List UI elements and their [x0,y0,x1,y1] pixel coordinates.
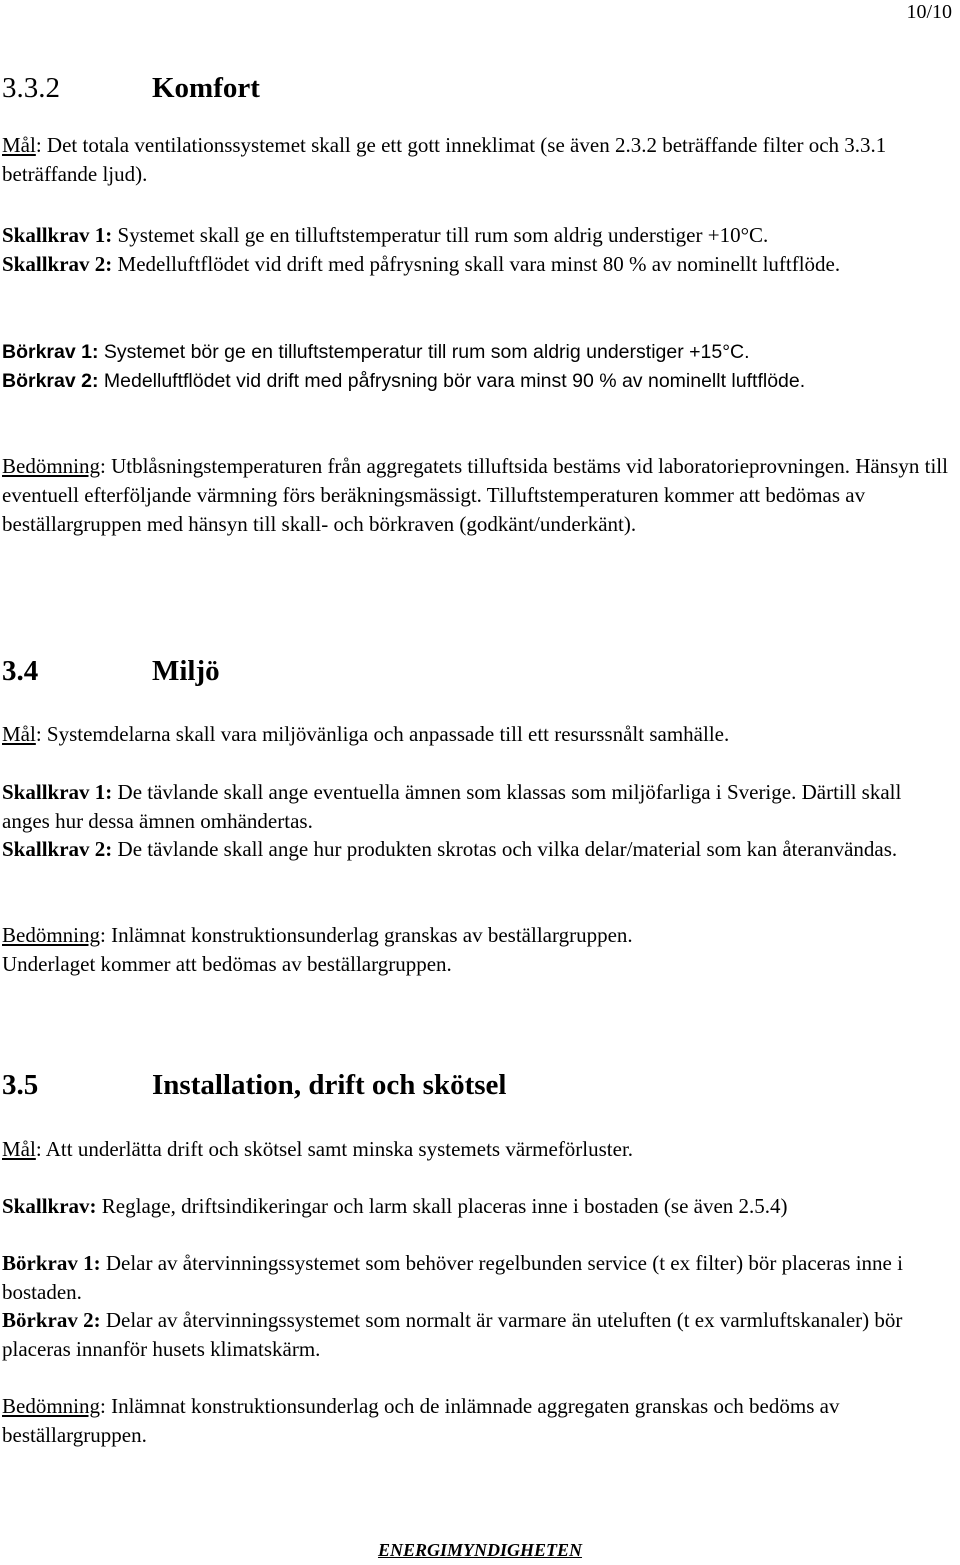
bedomning-text: : Inlämnat konstruktionsunderlag granskas av beställargruppen. [100,923,633,947]
footer-organization: ENERGIMYNDIGHETEN [377,1540,583,1560]
section-heading-installation [2,1069,506,1102]
borkrav-1-text: Systemet bör ge en tilluftstemperatur till rum som aldrig understiger +15°C. [98,341,750,363]
bedomning-label: Bedömning [2,923,100,947]
komfort-borkrav-2 [2,367,952,396]
section-number: 3.3.2 [2,72,60,104]
installation-borkrav-2 [2,1306,952,1364]
installation-skallkrav [2,1192,952,1221]
borkrav-2-text: Medelluftflödet vid drift med påfrysning bör vara minst 90 % av nominellt luftflöde. [98,370,806,392]
bedomning-label: Bedömning [2,454,100,478]
installation-borkrav-1 [2,1249,952,1307]
installation-mal-paragraph [2,1135,952,1164]
borkrav-2-text: Delar av återvinningssystemet som normalt är varmare än uteluften (t ex varmluftskanaler) bör placeras innanför husets klimatskärm. [2,1308,903,1361]
skallkrav-2-label: Skallkrav 2: [2,837,113,861]
section-title: Installation, drift och skötsel [152,1069,507,1101]
mal-text: : Det totala ventilationssystemet skall ge ett gott inneklimat (se även 2.3.2 beträffande filter och 3.3.1 beträffande ljud). [2,133,887,186]
bedomning-text: : Utblåsningstemperaturen från aggregatets tilluftsida bestäms vid laboratorieprovningen. Hänsyn till eventuell efterföljande värmning förs beräkningsmässigt. Tilluftstemperaturen kommer att bedömas av beställargruppen med hänsyn till skall- och börkraven (godkänt/underkänt). [2,454,948,536]
komfort-borkrav-1 [2,338,952,367]
section-number: 3.5 [2,1069,39,1101]
borkrav-1-label: Börkrav 1: [2,341,99,363]
mal-label: Mål [2,722,36,746]
bedomning-label: Bedömning [2,1394,100,1418]
section-number: 3.4 [2,655,39,687]
installation-bedomning [2,1392,952,1450]
borkrav-2-label: Börkrav 2: [2,370,99,392]
komfort-skallkrav-1 [2,221,952,250]
mal-label: Mål [2,1137,36,1161]
skallkrav-label: Skallkrav: [2,1194,97,1218]
miljo-skallkrav-2 [2,835,952,864]
skallkrav-1-text: De tävlande skall ange eventuella ämnen som klassas som miljöfarliga i Sverige. Därtill skall anges hur dessa ämnen omhändertas. [2,780,902,833]
skallkrav-2-text: De tävlande skall ange hur produkten skrotas och vilka delar/material som kan återanvändas. [112,837,898,861]
skallkrav-1-label: Skallkrav 1: [2,223,113,247]
skallkrav-1-text: Systemet skall ge en tilluftstemperatur till rum som aldrig understiger +10°C. [112,223,769,247]
skallkrav-text: Reglage, driftsindikeringar och larm skall placeras inne i bostaden (se även 2.5.4) [96,1194,788,1218]
komfort-bedomning [2,452,952,539]
section-heading-miljo [2,655,220,688]
page-number: 10/10 [906,1,952,23]
bedomning-text-2: Underlaget kommer att bedömas av beställargruppen. [2,952,452,976]
skallkrav-1-label: Skallkrav 1: [2,780,113,804]
section-title: Miljö [152,655,220,687]
komfort-mal-paragraph [2,131,952,189]
mal-label: Mål [2,133,36,157]
borkrav-1-label: Börkrav 1: [2,1251,101,1275]
komfort-skallkrav-2 [2,250,952,279]
miljo-mal-paragraph [2,720,952,749]
borkrav-1-text: Delar av återvinningssystemet som behöver regelbunden service (t ex filter) bör placeras inne i bostaden. [2,1251,903,1304]
skallkrav-2-label: Skallkrav 2: [2,252,113,276]
skallkrav-2-text: Medelluftflödet vid drift med påfrysning skall vara minst 80 % av nominellt luftflöde. [112,252,841,276]
mal-text: : Att underlätta drift och skötsel samt minska systemets värmeförluster. [35,1137,634,1161]
section-title: Komfort [152,72,260,104]
mal-text: : Systemdelarna skall vara miljövänliga och anpassade till ett resurssnålt samhälle. [35,722,730,746]
bedomning-text: : Inlämnat konstruktionsunderlag och de inlämnade aggregaten granskas och bedöms av beställargruppen. [2,1394,840,1447]
section-heading-komfort [2,72,260,105]
miljo-skallkrav-1 [2,778,952,836]
borkrav-2-label: Börkrav 2: [2,1308,101,1332]
miljo-bedomning [2,921,952,979]
